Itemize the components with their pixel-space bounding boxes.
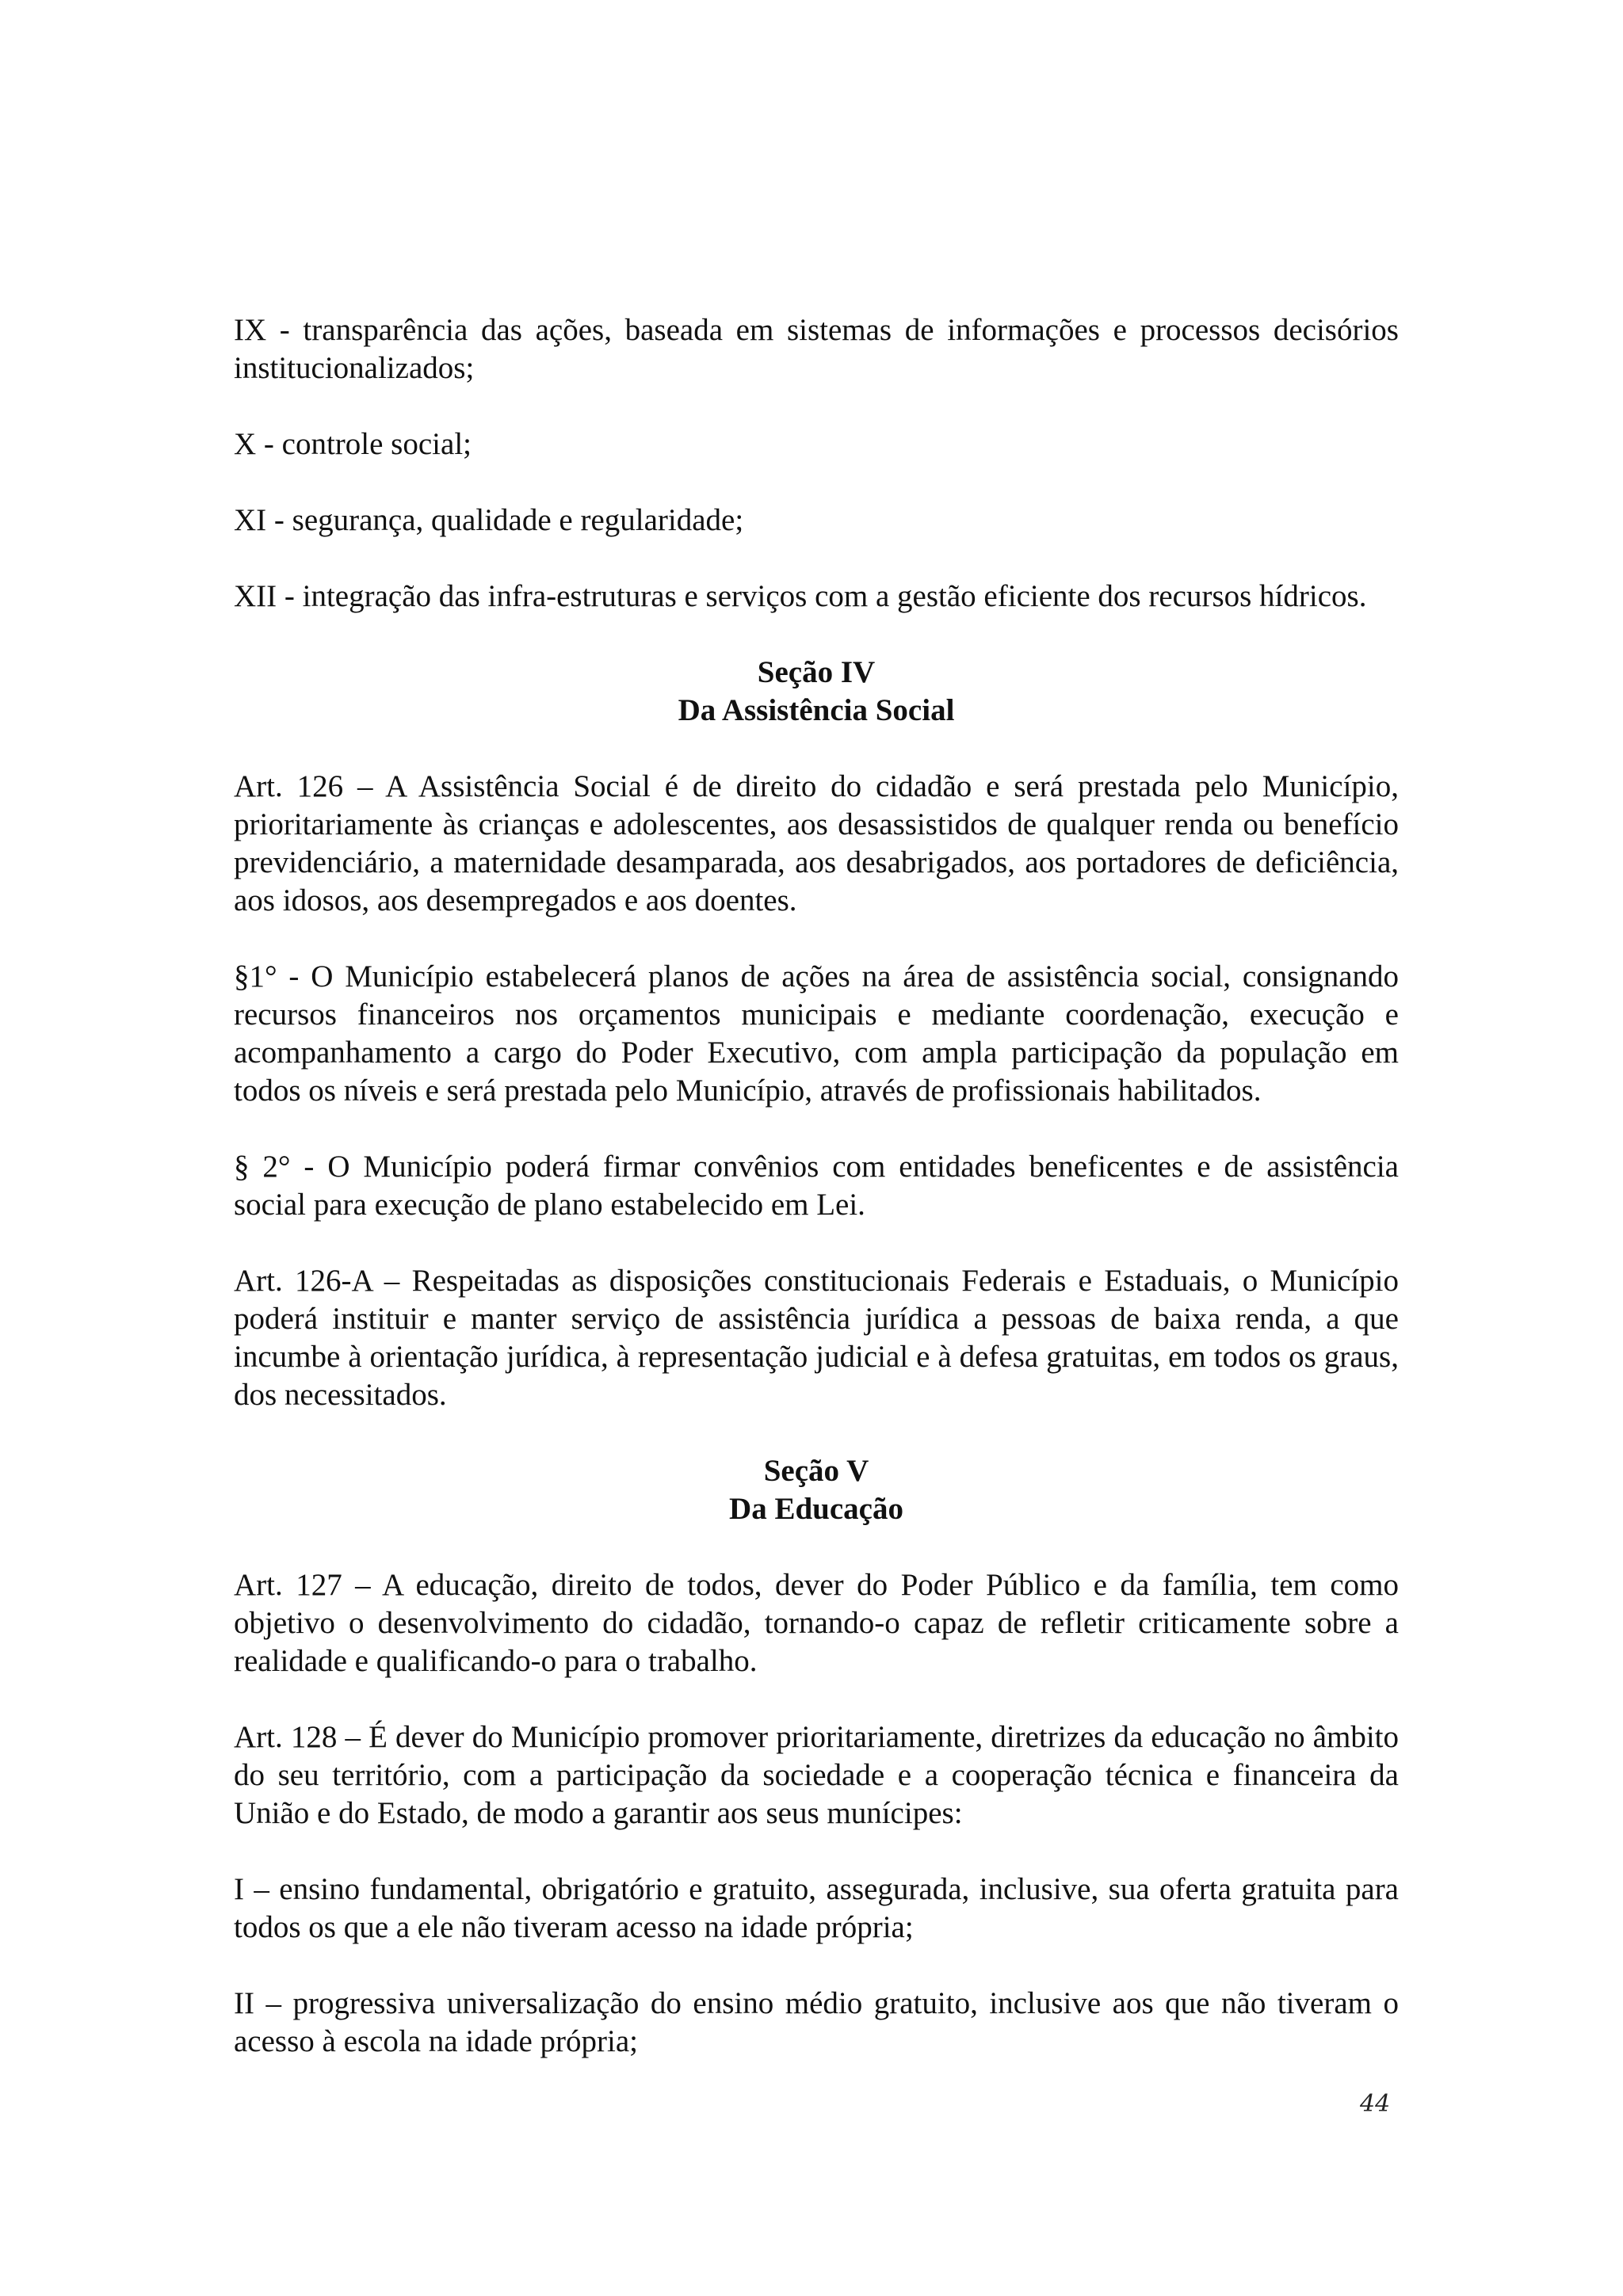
paragraph-art-128: Art. 128 – É dever do Município promover prioritariamente, diretrizes da educação no âmbito do seu território, com a participação da sociedade e a cooperação técnica e financeira da União e do Estado, de modo a garantir aos seus munícipes: xyxy=(234,1720,1399,1830)
paragraph-art-126-par-1: §1° - O Município estabelecerá planos de ações na área de assistência social, consignando recursos financeiros nos orçamentos municipais e mediante coordenação, execução e acompanhamento a cargo do Poder Executivo, com ampla participação da população em todos os níveis e será prestada pelo Município, através de profissionais habilitados. xyxy=(234,959,1399,1108)
section-title: Da Educação xyxy=(729,1492,903,1526)
document-page xyxy=(234,311,1399,2061)
section-title: Da Assistência Social xyxy=(678,693,955,727)
page-number: 44 xyxy=(1360,2090,1391,2118)
section-heading-iv xyxy=(234,654,1399,730)
paragraph-art-127: Art. 127 – A educação, direito de todos, dever do Poder Público e da família, tem como objetivo o desenvolvimento do cidadão, tornando-o capaz de refletir criticamente sobre a realidade e qualificando-o para o trabalho. xyxy=(234,1568,1399,1678)
paragraph-item-x: X - controle social; xyxy=(234,427,472,461)
paragraph-item-i: I – ensino fundamental, obrigatório e gratuito, assegurada, inclusive, sua oferta gratuita para todos os que a ele não tiveram acesso na idade própria; xyxy=(234,1872,1399,1944)
paragraph-art-126-par-2: § 2° - O Município poderá firmar convênios com entidades beneficentes e de assistência social para execução de plano estabelecido em Lei. xyxy=(234,1150,1399,1222)
section-number: Seção V xyxy=(763,1454,869,1488)
paragraph-art-126-a: Art. 126-A – Respeitadas as disposições constitucionais Federais e Estaduais, o Município poderá instituir e manter serviço de assistência jurídica a pessoas de baixa renda, a que incumbe à orientação jurídica, à representação judicial e à defesa gratuitas, em todos os graus, dos necessitados. xyxy=(234,1264,1399,1412)
paragraph-item-xii: XII - integração das infra-estruturas e serviços com a gestão eficiente dos recursos hídricos. xyxy=(234,579,1367,613)
paragraph-item-xi: XI - segurança, qualidade e regularidade; xyxy=(234,503,744,537)
section-number: Seção IV xyxy=(757,655,876,689)
paragraph-item-ix: IX - transparência das ações, baseada em sistemas de informações e processos decisórios institucionalizados; xyxy=(234,313,1399,385)
section-heading-v xyxy=(234,1452,1399,1528)
paragraph-art-126: Art. 126 – A Assistência Social é de direito do cidadão e será prestada pelo Município, prioritariamente às crianças e adolescentes, aos desassistidos de qualquer renda ou benefício previdenciário, a maternidade desamparada, aos desabrigados, aos portadores de deficiência, aos idosos, aos desempregados e aos doentes. xyxy=(234,769,1399,917)
paragraph-item-ii: II – progressiva universalização do ensino médio gratuito, inclusive aos que não tiveram o acesso à escola na idade própria; xyxy=(234,1986,1399,2058)
